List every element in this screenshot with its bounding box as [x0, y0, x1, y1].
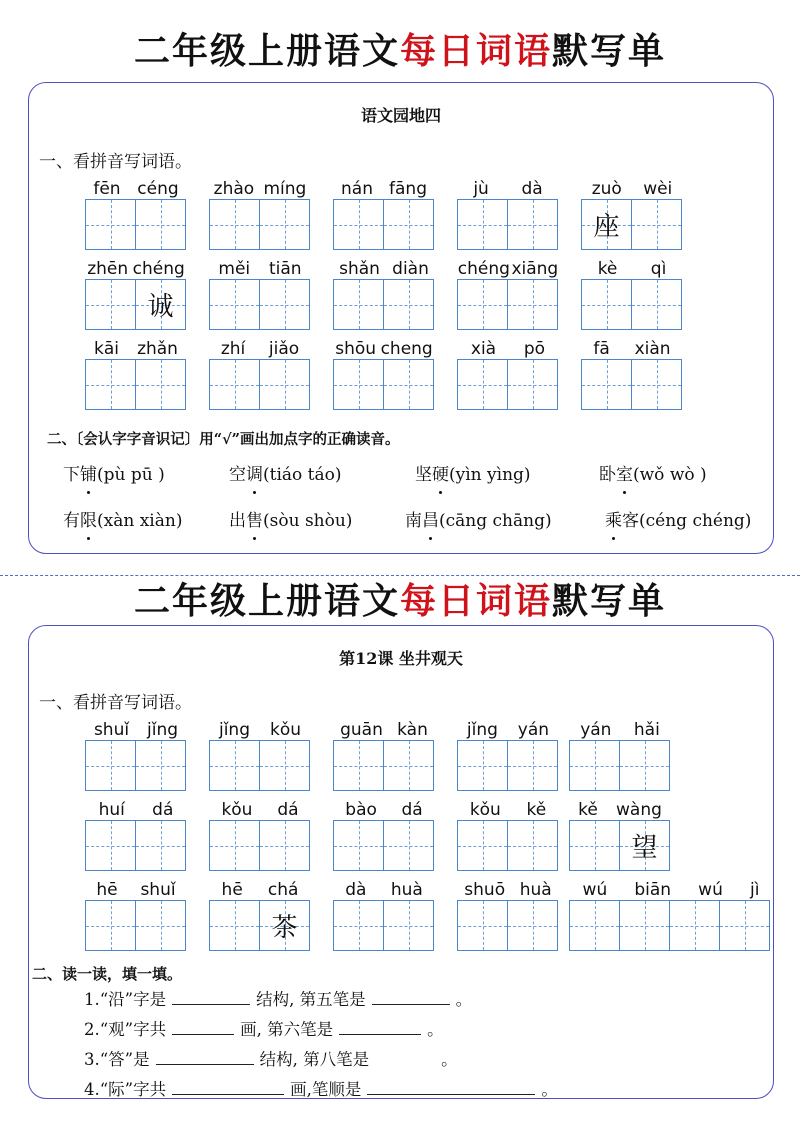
dotted-character: 昌 — [422, 511, 439, 531]
fill-text: 。 — [441, 1050, 458, 1069]
fill-text: 。 — [541, 1080, 558, 1099]
pinyin-options: (yìn yìng) — [449, 465, 531, 485]
pinyin-syllable: bào — [345, 800, 377, 820]
pinyin — [333, 876, 435, 900]
fill-text: 画,笔顺是 — [290, 1080, 362, 1099]
writing-cell[interactable] — [620, 900, 670, 951]
writing-cell[interactable] — [384, 359, 434, 410]
pinyin-syllable: guān — [340, 720, 383, 740]
title-suffix: 默写单 — [552, 31, 667, 72]
pinyin — [85, 175, 187, 199]
writing-cell[interactable] — [508, 820, 558, 871]
pinyin-syllable: xià — [470, 339, 497, 359]
pinyin — [581, 335, 683, 359]
pronunciation-item[interactable] — [229, 506, 352, 531]
answer-blank[interactable] — [172, 1018, 234, 1035]
pinyin-syllable: céng — [137, 179, 179, 199]
pinyin — [209, 876, 311, 900]
word-item — [209, 175, 311, 250]
pinyin-syllable: wú — [698, 880, 723, 900]
writing-cell[interactable] — [508, 900, 558, 951]
sheet2-section1-title: 一、看拼音写词语。 — [39, 693, 192, 713]
pinyin-syllable: huà — [390, 880, 423, 900]
pinyin — [457, 175, 559, 199]
dotted-character: 调 — [246, 465, 263, 485]
pinyin — [85, 335, 187, 359]
word-prefix: 坚 — [415, 465, 432, 485]
writing-cell[interactable] — [209, 820, 260, 871]
writing-cell[interactable] — [209, 359, 260, 410]
pinyin-syllable: kǒu — [269, 720, 301, 740]
pinyin-syllable: kǒu — [469, 800, 501, 820]
writing-cell[interactable] — [457, 359, 508, 410]
pinyin-syllable: yán — [580, 720, 612, 740]
word-item — [333, 876, 435, 951]
word-item — [209, 255, 311, 330]
word-item — [581, 175, 683, 250]
word-item — [209, 335, 311, 410]
pinyin-syllable: zuò — [591, 179, 622, 199]
pinyin-syllable: kàn — [397, 720, 428, 740]
title-suffix: 默写单 — [552, 581, 667, 622]
cell-character: 望 — [631, 833, 658, 863]
word-item — [569, 796, 671, 871]
pinyin-syllable: fāng — [389, 179, 427, 199]
pinyin-syllable: shuǐ — [93, 720, 130, 740]
fill-text: 3.“答”是 — [84, 1050, 150, 1069]
pinyin-syllable: wàng — [616, 800, 662, 820]
pinyin-syllable: měi — [218, 259, 251, 279]
pinyin — [581, 255, 683, 279]
pinyin — [457, 796, 559, 820]
cell-character: 茶 — [271, 913, 298, 943]
fill-item — [84, 986, 472, 1010]
pinyin — [569, 876, 773, 900]
writing-cell[interactable] — [333, 820, 384, 871]
word-item — [209, 876, 311, 951]
writing-cell[interactable] — [333, 900, 384, 951]
word-item — [209, 716, 311, 791]
writing-cell[interactable] — [632, 279, 682, 330]
pinyin — [333, 796, 435, 820]
answer-blank[interactable] — [339, 1018, 421, 1035]
pinyin-syllable: pō — [523, 339, 546, 359]
pinyin-syllable: kě — [578, 800, 598, 820]
writing-cell[interactable] — [632, 199, 682, 250]
answer-blank[interactable] — [172, 1078, 284, 1095]
pinyin-syllable: dà — [345, 880, 367, 900]
word-item — [581, 255, 683, 330]
word-prefix: 卧 — [599, 465, 616, 485]
dotted-character: 售 — [246, 511, 263, 531]
word-item — [457, 796, 559, 871]
pinyin-syllable: dá — [277, 800, 299, 820]
dotted-character: 乘 — [605, 511, 622, 531]
pinyin-options: (tiáo táo) — [263, 465, 342, 485]
writing-cell[interactable] — [85, 820, 136, 871]
sheet1-heading: 语文园地四 — [360, 106, 441, 125]
writing-cell[interactable] — [384, 900, 434, 951]
fill-text: 4.“际”字共 — [84, 1080, 167, 1099]
word-item — [85, 876, 187, 951]
fill-text: 结构, 第五笔是 — [256, 990, 366, 1009]
pinyin-syllable: cheng — [380, 339, 433, 359]
pinyin — [209, 716, 311, 740]
fill-item — [84, 1076, 558, 1100]
pinyin-syllable: shuǐ — [140, 880, 176, 900]
writing-cell[interactable] — [508, 359, 558, 410]
fill-text: 1.“沿”字是 — [84, 990, 167, 1009]
pinyin — [85, 876, 187, 900]
sheet1-title — [0, 30, 800, 74]
title-highlight: 每日词语 — [399, 581, 552, 622]
pinyin-syllable: jǐng — [466, 720, 498, 740]
word-item — [333, 796, 435, 871]
writing-cell[interactable] — [136, 199, 186, 250]
word-item — [85, 255, 187, 330]
word-item — [333, 175, 435, 250]
writing-cell[interactable] — [85, 740, 136, 791]
sheet2-section2-title: 二、读一读，填一填。 — [32, 965, 183, 983]
pronunciation-item[interactable] — [415, 460, 531, 485]
writing-cell[interactable] — [85, 279, 136, 330]
writing-cell[interactable] — [620, 820, 670, 871]
fill-text: 。 — [427, 1020, 444, 1039]
pinyin-syllable: nán — [341, 179, 373, 199]
writing-cell[interactable] — [260, 740, 310, 791]
writing-cell[interactable] — [136, 740, 186, 791]
sheet1-card — [28, 82, 774, 554]
pinyin-syllable: xiàn — [634, 339, 671, 359]
fill-text: 。 — [455, 990, 473, 1009]
pinyin-syllable: hē — [221, 880, 243, 900]
writing-cell[interactable] — [85, 199, 136, 250]
pinyin — [209, 255, 311, 279]
pinyin-syllable: huí — [98, 800, 125, 820]
pinyin-syllable: chéng — [132, 259, 185, 279]
writing-cell[interactable] — [457, 900, 508, 951]
pinyin-syllable: míng — [263, 179, 307, 199]
pronunciation-item[interactable] — [63, 460, 165, 485]
pinyin-syllable: huà — [519, 880, 552, 900]
pinyin — [457, 255, 559, 279]
pinyin-syllable: kě — [526, 800, 547, 820]
dotted-character: 铺 — [80, 465, 97, 485]
writing-cell[interactable] — [508, 199, 558, 250]
writing-cell[interactable] — [569, 740, 620, 791]
pinyin-syllable: fā — [593, 339, 610, 359]
pinyin-syllable: kè — [597, 259, 618, 279]
pinyin-syllable: xiāng — [511, 259, 559, 279]
writing-cell[interactable] — [457, 199, 508, 250]
fill-item — [84, 1016, 444, 1040]
pinyin-syllable: wèi — [643, 179, 673, 199]
sheet1-section1-title: 一、看拼音写词语。 — [39, 152, 192, 172]
pinyin — [209, 175, 311, 199]
pinyin — [333, 716, 435, 740]
answer-blank[interactable] — [372, 988, 450, 1005]
writing-cell[interactable] — [333, 199, 384, 250]
pinyin-syllable: qì — [650, 259, 667, 279]
writing-cell[interactable] — [136, 279, 186, 330]
word-prefix: 有 — [63, 511, 80, 531]
pronunciation-item[interactable] — [605, 506, 751, 531]
pinyin-syllable: chéng — [457, 259, 510, 279]
pinyin — [85, 716, 187, 740]
word-prefix: 空 — [229, 465, 246, 485]
word-item — [581, 335, 683, 410]
writing-cell[interactable] — [384, 820, 434, 871]
writing-cell[interactable] — [670, 900, 720, 951]
writing-cell[interactable] — [209, 199, 260, 250]
writing-cell[interactable] — [136, 900, 186, 951]
sheet1-section2-title: 二、〔会认字字音识记〕用“√”画出加点字的正确读音。 — [47, 431, 400, 448]
pinyin-syllable: tiān — [268, 259, 302, 279]
pinyin — [457, 335, 559, 359]
answer-blank[interactable] — [172, 988, 250, 1005]
cell-character: 座 — [593, 212, 620, 242]
writing-cell[interactable] — [260, 820, 310, 871]
writing-cell[interactable] — [209, 279, 260, 330]
dotted-character: 限 — [80, 511, 97, 531]
writing-cell[interactable] — [260, 900, 310, 951]
pinyin-syllable: fēn — [93, 179, 121, 199]
pronunciation-item[interactable] — [405, 506, 552, 531]
writing-cell[interactable] — [136, 359, 186, 410]
pronunciation-item[interactable] — [229, 460, 342, 485]
pinyin-options: (sòu shòu) — [263, 511, 353, 531]
pinyin-syllable: jiǎo — [268, 339, 300, 359]
word-item — [85, 335, 187, 410]
sheet2-title — [0, 580, 800, 624]
word-item — [85, 716, 187, 791]
pinyin-syllable: biān — [634, 880, 672, 900]
pinyin-syllable: kǒu — [221, 800, 253, 820]
pinyin-syllable: zhǎn — [137, 339, 178, 359]
writing-cell[interactable] — [136, 820, 186, 871]
writing-cell[interactable] — [720, 900, 770, 951]
fill-text: 结构, 第八笔是 — [259, 1050, 370, 1069]
title-prefix: 二年级上册语文 — [133, 581, 400, 622]
writing-cell[interactable] — [333, 359, 384, 410]
pinyin — [333, 255, 435, 279]
writing-cell[interactable] — [632, 359, 682, 410]
dotted-character: 室 — [616, 465, 633, 485]
writing-cell[interactable] — [260, 359, 310, 410]
word-item — [457, 876, 559, 951]
word-item — [209, 796, 311, 871]
pinyin — [209, 796, 311, 820]
writing-cell[interactable] — [457, 740, 508, 791]
writing-cell[interactable] — [384, 199, 434, 250]
pinyin — [569, 796, 671, 820]
pinyin-syllable: jù — [473, 179, 489, 199]
writing-cell[interactable] — [384, 279, 434, 330]
answer-blank[interactable] — [156, 1048, 254, 1065]
writing-cell[interactable] — [85, 359, 136, 410]
writing-cell[interactable] — [508, 279, 558, 330]
writing-cell[interactable] — [508, 740, 558, 791]
word-item — [457, 255, 559, 330]
writing-cell[interactable] — [209, 740, 260, 791]
pinyin — [85, 796, 187, 820]
writing-cell[interactable] — [457, 279, 508, 330]
title-prefix: 二年级上册语文 — [133, 31, 400, 72]
pronunciation-item[interactable] — [63, 506, 182, 531]
word-item — [333, 716, 435, 791]
writing-cell[interactable] — [620, 740, 670, 791]
pinyin — [333, 175, 435, 199]
pinyin-options: (wǒ wò ) — [633, 465, 707, 485]
pinyin-syllable: hē — [96, 880, 118, 900]
pinyin-syllable: dà — [521, 179, 543, 199]
word-prefix: 出 — [229, 511, 246, 531]
writing-cell[interactable] — [581, 359, 632, 410]
word-item — [569, 876, 773, 951]
writing-cell[interactable] — [384, 740, 434, 791]
pinyin — [581, 175, 683, 199]
fill-item — [84, 1046, 458, 1070]
pinyin-syllable: chá — [267, 880, 299, 900]
pinyin — [457, 876, 559, 900]
pinyin-options: 客(céng chéng) — [622, 511, 752, 531]
pinyin — [457, 716, 559, 740]
pinyin-syllable: shuō — [464, 880, 506, 900]
pronunciation-item[interactable] — [599, 460, 707, 485]
pinyin-syllable: wú — [582, 880, 608, 900]
pinyin-syllable: zhào — [213, 179, 255, 199]
title-highlight: 每日词语 — [399, 31, 552, 72]
word-item — [457, 335, 559, 410]
writing-cell[interactable] — [209, 900, 260, 951]
pinyin-syllable: dá — [401, 800, 423, 820]
writing-cell[interactable] — [260, 279, 310, 330]
writing-cell[interactable] — [569, 900, 620, 951]
pinyin-options: (cāng chāng) — [439, 511, 552, 531]
pinyin-syllable: jǐng — [147, 720, 179, 740]
fill-text: 2.“观”字共 — [84, 1020, 167, 1039]
writing-cell[interactable] — [581, 279, 632, 330]
writing-cell[interactable] — [333, 279, 384, 330]
writing-cell[interactable] — [457, 820, 508, 871]
word-item — [457, 716, 559, 791]
sheet2-heading: 第12课 坐井观天 — [339, 649, 463, 668]
cell-character: 诚 — [147, 292, 174, 322]
pinyin-syllable: diàn — [392, 259, 429, 279]
pinyin-options: (pù pū ) — [97, 465, 165, 485]
fill-text: 画, 第六笔是 — [240, 1020, 334, 1039]
pinyin-syllable: zhí — [220, 339, 246, 359]
pinyin-syllable: kāi — [94, 339, 120, 359]
pinyin-syllable: yán — [517, 720, 550, 740]
answer-blank[interactable] — [375, 1049, 435, 1065]
pinyin — [85, 255, 187, 279]
pinyin-syllable: jì — [749, 880, 760, 900]
writing-cell[interactable] — [569, 820, 620, 871]
word-item — [85, 175, 187, 250]
pinyin-syllable: hǎi — [633, 720, 660, 740]
pinyin-syllable: shōu — [335, 339, 377, 359]
pinyin-syllable: zhēn — [87, 259, 129, 279]
writing-cell[interactable] — [260, 199, 310, 250]
dotted-character: 硬 — [432, 465, 449, 485]
word-item — [457, 175, 559, 250]
cut-line — [0, 575, 800, 576]
pinyin-syllable: shǎn — [339, 259, 380, 279]
word-prefix: 下 — [63, 465, 80, 485]
pinyin — [209, 335, 311, 359]
answer-blank[interactable] — [367, 1078, 535, 1095]
pinyin-options: (xàn xiàn) — [97, 511, 183, 531]
writing-cell[interactable] — [85, 900, 136, 951]
word-item — [333, 255, 435, 330]
pinyin — [333, 335, 435, 359]
pinyin-syllable: jǐng — [218, 720, 250, 740]
pinyin-syllable: dá — [152, 800, 174, 820]
word-prefix: 南 — [405, 511, 422, 531]
word-item — [85, 796, 187, 871]
writing-cell[interactable] — [581, 199, 632, 250]
pinyin — [569, 716, 671, 740]
word-item — [569, 716, 671, 791]
writing-cell[interactable] — [333, 740, 384, 791]
word-item — [333, 335, 435, 410]
